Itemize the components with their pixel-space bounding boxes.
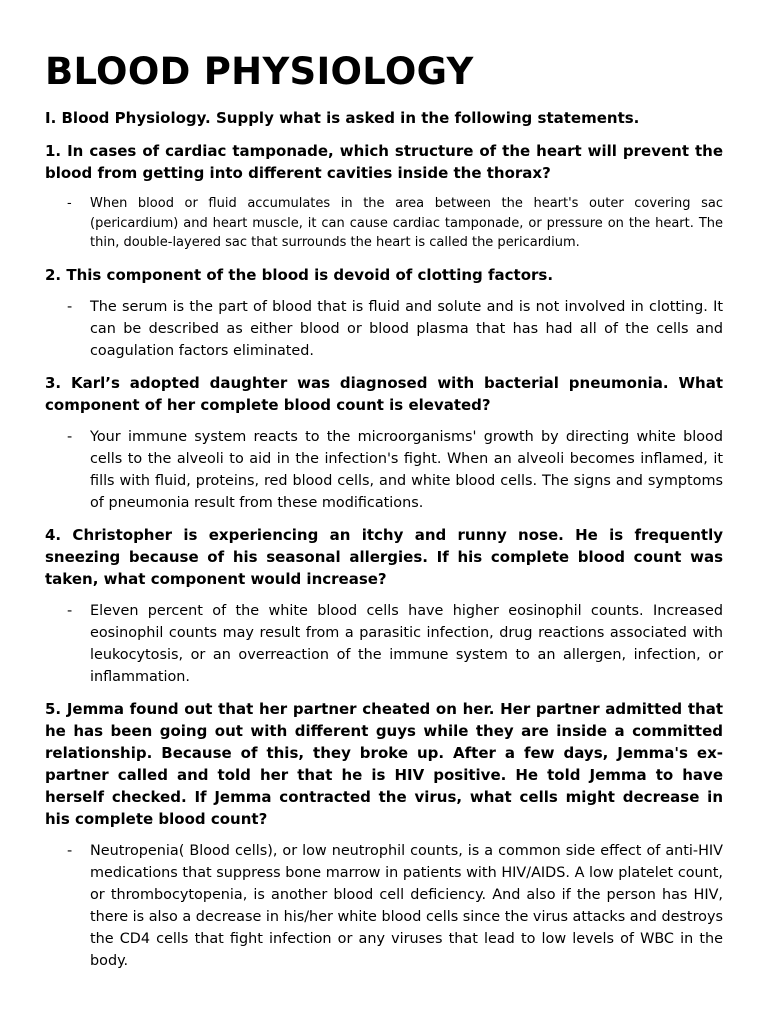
answer-1-text: When blood or fluid accumulates in the area between the heart's outer covering sac (pericardium) and heart muscle, it can cause cardiac tamponade, or pressure on the heart. The thin, double-layered sac that surrounds the heart is called the pericardium. [90,196,723,250]
answer-1 [45,194,723,253]
answer-2 [45,296,723,362]
document-page [45,48,723,982]
question-5: 5. Jemma found out that her partner cheated on her. Her partner admitted that he has been going out with different guys while they are inside a committed relationship. Because of this, they broke up. After a few days, Jemma's ex-partner called and told her that he is HIV positive. He told Jemma to have herself checked. If Jemma contracted the virus, what cells might decrease in his complete blood count? [45,699,723,828]
bullet-dash: - [67,298,73,315]
question-3: 3. Karl’s adopted daughter was diagnosed with bacterial pneumonia. What component of her complete blood count is elevated? [45,373,723,414]
document-title: BLOOD PHYSIOLOGY [45,50,474,93]
bullet-dash: - [67,196,72,211]
bullet-dash: - [67,428,73,445]
question-1: 1. In cases of cardiac tamponade, which structure of the heart will prevent the blood from getting into different cavities inside the thorax? [45,142,723,182]
answer-5-text: Neutropenia( Blood cells), or low neutrophil counts, is a common side effect of anti-HIV medications that suppress bone marrow in patients with HIV/AIDS. A low platelet count, or thrombocytopenia, is another blood cell deficiency. And also if the person has HIV, there is also a decrease in his/her white blood cells since the virus attacks and destroys the CD4 cells that fight infection or any viruses that lead to low levels of WBC in the body. [90,842,723,969]
answer-3-text: Your immune system reacts to the microorganisms' growth by directing white blood cells to the alveoli to aid in the infection's fight. When an alveoli becomes inflamed, it fills with fluid, proteins, red blood cells, and white blood cells. The signs and symptoms of pneumonia result from these modifications. [90,428,723,511]
bullet-dash: - [67,842,73,859]
question-4: 4. Christopher is experiencing an itchy and runny nose. He is frequently sneezing because of his seasonal allergies. If his complete blood count was taken, what component would increase? [45,525,723,588]
answer-2-text: The serum is the part of blood that is fluid and solute and is not involved in clotting. It can be described as either blood or blood plasma that has had all of the cells and coagulation factors eliminated. [90,298,723,359]
bullet-dash: - [67,602,73,619]
answer-4-text: Eleven percent of the white blood cells have higher eosinophil counts. Increased eosinophil counts may result from a parasitic infection, drug reactions associated with leukocytosis, or an overreaction of the immune system to an allergen, infection, or inflammation. [90,602,723,685]
answer-4 [45,600,723,688]
section-heading: I. Blood Physiology. Supply what is asked in the following statements. [45,109,640,127]
answer-5 [45,840,723,972]
question-2: 2. This component of the blood is devoid of clotting factors. [45,265,554,284]
answer-3 [45,426,723,514]
